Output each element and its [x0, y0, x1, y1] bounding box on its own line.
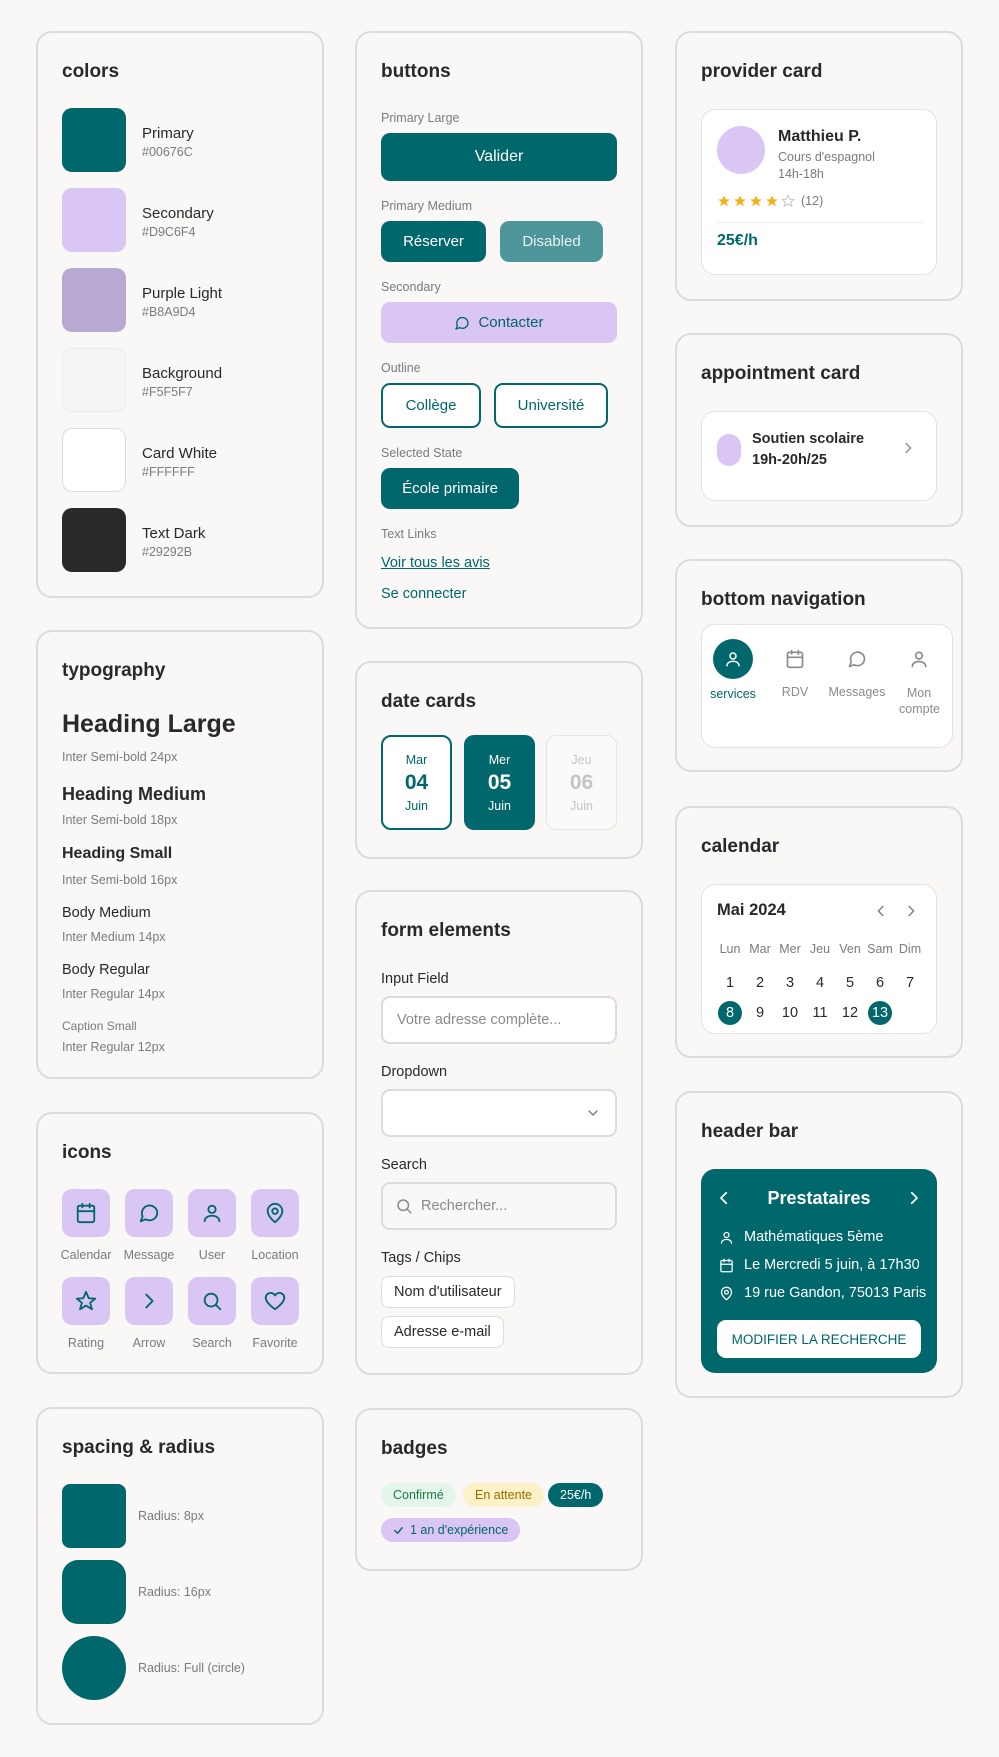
- weekday-label: Jeu: [809, 942, 831, 956]
- date-cards-panel: [355, 661, 643, 859]
- divider: [717, 222, 923, 223]
- star-filled-icon: [749, 194, 763, 208]
- swatch-name: Text Dark: [142, 525, 206, 542]
- calendar-day[interactable]: 1: [725, 975, 735, 991]
- panel-title: typography: [62, 660, 166, 681]
- swatch-hex: #D9C6F4: [142, 225, 196, 239]
- weekday-label: Ven: [839, 942, 861, 956]
- user-icon[interactable]: [188, 1189, 236, 1237]
- header-date: Le Mercredi 5 juin, à 17h30: [744, 1257, 920, 1273]
- universite-button[interactable]: Université: [494, 383, 608, 428]
- date-number: 06: [569, 770, 594, 794]
- swatch-hex: #FFFFFF: [142, 465, 195, 479]
- calendar-panel: [675, 806, 963, 1058]
- valider-button[interactable]: Valider: [381, 133, 617, 181]
- price-badge: 25€/h: [548, 1483, 603, 1507]
- header-bar: [701, 1169, 937, 1373]
- star-filled-icon: [733, 194, 747, 208]
- status-badge-confirmed: Confirmé: [381, 1483, 456, 1507]
- message-icon[interactable]: [125, 1189, 173, 1237]
- date-day: Mar: [405, 752, 428, 767]
- date-card[interactable]: [381, 735, 452, 830]
- appointment-indicator: [717, 434, 741, 466]
- nav-item-account[interactable]: [888, 639, 950, 717]
- badges-panel: [355, 1408, 643, 1571]
- bottom-nav-panel: [675, 559, 963, 772]
- nav-item-messages[interactable]: [826, 639, 888, 699]
- nav-icon-circle: [713, 639, 753, 679]
- heading-large-spec: Inter Semi-bold 24px: [62, 750, 178, 764]
- date-number: 04: [404, 770, 429, 794]
- chevron-right-icon[interactable]: [905, 1189, 923, 1207]
- status-badge-pending: En attente: [463, 1483, 544, 1507]
- star-filled-icon: [765, 194, 779, 208]
- body-medium-spec: Inter Medium 14px: [62, 930, 166, 944]
- heading-medium-sample: Heading Medium: [62, 784, 207, 804]
- weekday-label: Lun: [719, 942, 741, 956]
- provider-hours: 14h-18h: [778, 167, 824, 181]
- icons-panel: [36, 1112, 324, 1374]
- date-month: Juin: [488, 798, 511, 813]
- icon-label: Rating: [67, 1336, 105, 1350]
- nav-label: services: [710, 687, 756, 701]
- radius-full-sample: [62, 1636, 126, 1700]
- calendar-day[interactable]: 3: [785, 975, 795, 991]
- icon-label: Arrow: [132, 1336, 166, 1350]
- calendar-day[interactable]: 12: [841, 1005, 859, 1021]
- heading-small-sample: Heading Small: [62, 845, 173, 862]
- search-icon[interactable]: [188, 1277, 236, 1325]
- address-input[interactable]: [381, 996, 617, 1044]
- chevron-right-icon[interactable]: [125, 1277, 173, 1325]
- calendar-day[interactable]: 4: [815, 975, 825, 991]
- heading-medium-spec: Inter Semi-bold 18px: [62, 813, 178, 827]
- swatch-primary: [62, 108, 126, 172]
- message-icon: [847, 649, 867, 669]
- date-number: 05: [487, 770, 512, 794]
- date-day: Jeu: [571, 752, 592, 767]
- icon-label: Calendar: [60, 1248, 112, 1262]
- swatch-hex: #B8A9D4: [142, 305, 196, 319]
- panel-title: form elements: [381, 920, 511, 941]
- radius-8-label: Radius: 8px: [138, 1509, 205, 1523]
- header-title: Prestataires: [767, 1188, 871, 1208]
- appointment-time: 19h-20h/25: [752, 452, 827, 468]
- date-day: Mer: [488, 752, 511, 767]
- swatch-purple-light: [62, 268, 126, 332]
- header-bar-panel: [675, 1091, 963, 1398]
- rating-stars: [717, 194, 823, 208]
- chevron-down-icon: [585, 1105, 601, 1121]
- panel-title: appointment card: [701, 363, 861, 384]
- swatch-secondary: [62, 188, 126, 252]
- college-button[interactable]: Collège: [381, 383, 481, 428]
- radius-16-label: Radius: 16px: [138, 1585, 211, 1599]
- section-label: Primary Large: [381, 111, 460, 125]
- panel-title: icons: [62, 1142, 112, 1163]
- swatch-name: Purple Light: [142, 285, 223, 302]
- provider-subject: Cours d'espagnol: [778, 150, 875, 164]
- panel-title: calendar: [701, 836, 780, 857]
- calendar-day-selected[interactable]: 8: [725, 1005, 735, 1021]
- panel-title: colors: [62, 61, 120, 82]
- form-panel: [355, 890, 643, 1375]
- nav-icon-wrap: [899, 639, 939, 679]
- swatch-hex: #00676C: [142, 145, 193, 159]
- calendar-widget: [701, 884, 937, 1034]
- calendar-day[interactable]: 11: [812, 1005, 828, 1021]
- swatch-text-dark: [62, 508, 126, 572]
- tags-label: Tags / Chips: [381, 1250, 461, 1266]
- experience-badge: [381, 1518, 520, 1542]
- weekday-label: Mer: [779, 942, 801, 956]
- date-month: Juin: [570, 798, 593, 813]
- star-icon[interactable]: [62, 1277, 110, 1325]
- weekday-label: Mar: [749, 942, 771, 956]
- user-icon: [724, 650, 742, 668]
- section-label: Secondary: [381, 280, 441, 294]
- experience-label: 1 an d'expérience: [410, 1523, 509, 1537]
- check-icon: [393, 1525, 404, 1536]
- chevron-right-icon[interactable]: [903, 903, 919, 919]
- header-subject-row: [719, 1229, 883, 1245]
- nav-item-rdv[interactable]: [764, 639, 826, 699]
- chevron-right-icon: [900, 440, 916, 456]
- message-icon: [454, 315, 470, 331]
- tag-chip[interactable]: Adresse e-mail: [381, 1316, 504, 1348]
- icon-label: Search: [192, 1336, 232, 1350]
- caption-small-spec: Inter Regular 12px: [62, 1040, 165, 1054]
- contacter-label: Contacter: [478, 314, 544, 331]
- modify-search-button[interactable]: MODIFIER LA RECHERCHE: [717, 1320, 921, 1358]
- swatch-name: Secondary: [142, 205, 214, 222]
- radius-16-sample: [62, 1560, 126, 1624]
- section-label: Primary Medium: [381, 199, 472, 213]
- tag-chip[interactable]: Nom d'utilisateur: [381, 1276, 515, 1308]
- calendar-icon: [719, 1258, 734, 1273]
- provider-name: Matthieu P.: [778, 128, 862, 145]
- provider-price: 25€/h: [717, 232, 758, 249]
- calendar-day[interactable]: 6: [875, 975, 885, 991]
- date-card-selected[interactable]: [464, 735, 535, 830]
- calendar-month: Mai 2024: [717, 901, 786, 919]
- weekday-label: Sam: [867, 942, 893, 956]
- heart-icon[interactable]: [251, 1277, 299, 1325]
- swatch-name: Background: [142, 365, 223, 382]
- search-input[interactable]: [381, 1182, 617, 1230]
- header-date-row: [719, 1257, 920, 1273]
- panel-title: bottom navigation: [701, 589, 866, 610]
- header-subject: Mathématiques 5ème: [744, 1229, 884, 1245]
- user-icon: [719, 1230, 734, 1245]
- section-label: Outline: [381, 361, 421, 375]
- appointment-title: Soutien scolaire: [752, 431, 865, 447]
- body-medium-sample: Body Medium: [62, 905, 151, 921]
- star-filled-icon: [717, 194, 731, 208]
- disabled-button: Disabled: [500, 221, 603, 262]
- spacing-panel: [36, 1407, 324, 1725]
- bottom-nav: [701, 624, 953, 748]
- radius-full-label: Radius: Full (circle): [138, 1661, 245, 1675]
- nav-item-services[interactable]: [702, 639, 764, 701]
- date-card-disabled: [546, 735, 617, 830]
- dropdown-label: Dropdown: [381, 1064, 448, 1080]
- header-address: 19 rue Gandon, 75013 Paris: [744, 1285, 927, 1301]
- heading-large-sample: Heading Large: [62, 710, 236, 738]
- body-regular-spec: Inter Regular 14px: [62, 987, 165, 1001]
- colors-panel: [36, 31, 324, 598]
- swatch-name: Primary: [142, 125, 194, 142]
- calendar-icon: [785, 649, 805, 669]
- section-label: Text Links: [381, 527, 437, 541]
- panel-title: date cards: [381, 691, 477, 712]
- weekday-label: Dim: [898, 942, 922, 956]
- nav-label: RDV: [781, 685, 809, 699]
- calendar-day[interactable]: 9: [755, 1005, 765, 1021]
- review-count: (12): [801, 194, 824, 208]
- buttons-panel: [355, 31, 643, 629]
- swatch-hex: #29292B: [142, 545, 193, 559]
- location-icon[interactable]: [251, 1189, 299, 1237]
- panel-title: provider card: [701, 61, 823, 82]
- body-regular-sample: Body Regular: [62, 962, 150, 978]
- reserver-button[interactable]: Réserver: [381, 221, 486, 262]
- radius-8-sample: [62, 1484, 126, 1548]
- appointment-card[interactable]: [701, 411, 937, 501]
- nav-label: Messages: [828, 685, 886, 699]
- calendar-day[interactable]: 10: [781, 1005, 799, 1021]
- input-label: Input Field: [381, 971, 449, 987]
- calendar-day[interactable]: 5: [845, 975, 855, 991]
- swatch-hex: #F5F5F7: [142, 385, 193, 399]
- contacter-button[interactable]: [381, 302, 617, 343]
- provider-card[interactable]: [701, 109, 937, 275]
- panel-title: spacing & radius: [62, 1437, 216, 1458]
- typography-panel: [36, 630, 324, 1079]
- calendar-day[interactable]: 7: [905, 975, 915, 991]
- search-label: Search: [381, 1157, 427, 1173]
- section-label: Selected State: [381, 446, 463, 460]
- dropdown-select[interactable]: [381, 1089, 617, 1137]
- avatar: [717, 126, 765, 174]
- nav-icon-wrap: [775, 639, 815, 679]
- search-field: [381, 1182, 617, 1230]
- caption-small-sample: Caption Small: [62, 1019, 137, 1033]
- panel-title: buttons: [381, 61, 451, 82]
- chevron-left-icon[interactable]: [873, 903, 889, 919]
- swatch-card-white: [62, 428, 126, 492]
- nav-icon-wrap: [837, 639, 877, 679]
- provider-card-panel: [675, 31, 963, 301]
- ecole-primaire-button[interactable]: École primaire: [381, 468, 519, 509]
- se-connecter-link[interactable]: Se connecter: [381, 586, 467, 602]
- icon-label: User: [198, 1248, 226, 1262]
- location-icon: [719, 1286, 734, 1301]
- calendar-day-selected[interactable]: 13: [871, 1005, 889, 1021]
- nav-label: Mon compte: [899, 686, 940, 716]
- icon-label: Message: [123, 1248, 175, 1262]
- panel-title: badges: [381, 1438, 448, 1459]
- swatch-background: [62, 348, 126, 412]
- icon-label: Favorite: [252, 1336, 298, 1350]
- calendar-icon[interactable]: [62, 1189, 110, 1237]
- user-icon: [909, 649, 929, 669]
- voir-avis-link[interactable]: Voir tous les avis: [381, 555, 490, 571]
- appointment-panel: [675, 333, 963, 527]
- calendar-day[interactable]: 2: [755, 975, 765, 991]
- swatch-name: Card White: [142, 445, 218, 462]
- star-empty-icon: [781, 194, 795, 208]
- icon-label: Location: [251, 1248, 299, 1262]
- header-address-row: [719, 1285, 926, 1301]
- date-month: Juin: [405, 798, 428, 813]
- panel-title: header bar: [701, 1121, 799, 1142]
- heading-small-spec: Inter Semi-bold 16px: [62, 873, 178, 887]
